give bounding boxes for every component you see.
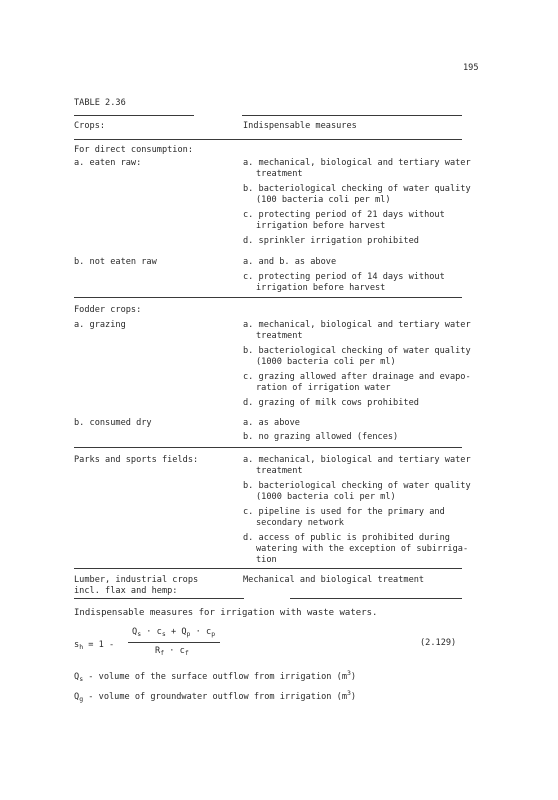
- measure-notraw-c-2: irrigation before harvest: [256, 283, 386, 293]
- formula-num-b: c: [156, 627, 162, 637]
- page-number: 195: [463, 63, 479, 73]
- definition-qs-sup: 3: [347, 669, 351, 677]
- formula-num-d: c: [206, 627, 212, 637]
- formula-num-dot2: ·: [195, 627, 201, 637]
- formula-num-c: Q: [181, 627, 187, 637]
- fraction-bar: [128, 642, 220, 643]
- measure-raw-c-1: c. protecting period of 21 days without: [243, 210, 445, 220]
- formula-den-a-sub: f: [160, 649, 165, 657]
- measure-raw-a-1: a. mechanical, biological and tertiary water: [243, 158, 471, 168]
- formula-eq: = 1 -: [88, 640, 115, 650]
- measure-parks-d-1: d. access of public is prohibited during: [243, 533, 450, 543]
- measure-dry-a: a. as above: [243, 418, 300, 428]
- formula-num-a-sub: s: [137, 630, 142, 638]
- definition-qs-close: ): [350, 672, 357, 682]
- formula-num-b-sub: s: [161, 630, 166, 638]
- measure-notraw-c-1: c. protecting period of 14 days without: [243, 272, 445, 282]
- definition-qg-text: - volume of groundwater outflow from irrigation (m: [88, 692, 347, 702]
- measure-raw-c-2: irrigation before harvest: [256, 221, 386, 231]
- formula-lhs-symbol: s: [74, 640, 80, 650]
- definition-qs-text: - volume of the surface outflow from irrigation (m: [88, 672, 347, 682]
- measure-grazing-c-2: ration of irrigation water: [256, 383, 391, 393]
- definition-qg: [74, 688, 356, 705]
- section-rule-2: [74, 447, 462, 448]
- crop-grazing: a. grazing: [74, 320, 126, 330]
- formula-den-dot: ·: [169, 646, 175, 656]
- table-top-rule-left: [74, 115, 194, 116]
- section-direct-title: For direct consumption:: [74, 145, 193, 155]
- definition-qs-sub: s: [79, 675, 84, 683]
- header-measures: Indispensable measures: [243, 121, 357, 131]
- formula-lhs: [74, 640, 114, 653]
- measure-parks-d-2: watering with the exception of subirriga-: [256, 544, 469, 554]
- formula-den-b-sub: f: [184, 649, 189, 657]
- measure-raw-a-2: treatment: [256, 169, 303, 179]
- definition-qs: [74, 668, 356, 685]
- table-caption: Indispensable measures for irrigation with waste waters.: [74, 608, 378, 618]
- measure-grazing-b-2: (1000 bacteria coli per ml): [256, 357, 396, 367]
- measure-dry-b: b. no grazing allowed (fences): [243, 432, 399, 442]
- measure-parks-c-2: secondary network: [256, 518, 344, 528]
- table-top-rule-right: [242, 115, 462, 116]
- definition-qg-sub: g: [79, 695, 84, 703]
- formula-num-plus: +: [170, 627, 177, 637]
- crop-consumed-dry: b. consumed dry: [74, 418, 152, 428]
- section-lumber-title-2: incl. flax and hemp:: [74, 586, 178, 596]
- header-crops: Crops:: [74, 121, 106, 131]
- measure-parks-c-1: c. pipeline is used for the primary and: [243, 507, 445, 517]
- formula-num-a: Q: [132, 627, 138, 637]
- equation-number: (2.129): [420, 638, 457, 648]
- definition-qs-symbol: Q: [74, 672, 80, 682]
- formula-num-c-sub: p: [186, 630, 191, 638]
- measure-lumber: Mechanical and biological treatment: [243, 575, 425, 585]
- section-lumber-title-1: Lumber, industrial crops: [74, 575, 199, 585]
- table-label: TABLE 2.36: [74, 98, 126, 108]
- section-rule-3: [74, 568, 462, 569]
- crop-not-eaten-raw: b. not eaten raw: [74, 257, 157, 267]
- definition-qg-close: ): [350, 692, 357, 702]
- formula-numerator: [132, 627, 215, 640]
- measure-grazing-a-2: treatment: [256, 331, 303, 341]
- measure-grazing-a-1: a. mechanical, biological and tertiary water: [243, 320, 471, 330]
- measure-parks-a-1: a. mechanical, biological and tertiary water: [243, 455, 471, 465]
- section-fodder-title: Fodder crops:: [74, 305, 142, 315]
- table-bottom-rule-left: [74, 598, 244, 599]
- measure-grazing-c-1: c. grazing allowed after drainage and evapo-: [243, 372, 471, 382]
- section-rule-1: [74, 297, 462, 298]
- formula-den-a: R: [155, 646, 161, 656]
- measure-grazing-b-1: b. bacteriological checking of water quality: [243, 346, 471, 356]
- measure-parks-a-2: treatment: [256, 466, 303, 476]
- formula-num-d-sub: p: [211, 630, 216, 638]
- measure-raw-b-1: b. bacteriological checking of water quality: [243, 184, 471, 194]
- section-parks-title: Parks and sports fields:: [74, 455, 199, 465]
- formula-den-b: c: [179, 646, 185, 656]
- definition-qg-sup: 3: [347, 689, 351, 697]
- measure-notraw-a: a. and b. as above: [243, 257, 337, 267]
- measure-parks-d-3: tion: [256, 555, 277, 565]
- measure-grazing-d: d. grazing of milk cows prohibited: [243, 398, 419, 408]
- formula-denominator: [155, 646, 189, 659]
- crop-eaten-raw: a. eaten raw:: [74, 158, 142, 168]
- measure-parks-b-1: b. bacteriological checking of water quality: [243, 481, 471, 491]
- definition-qg-symbol: Q: [74, 692, 80, 702]
- formula-lhs-sub: h: [79, 643, 84, 651]
- table-bottom-rule-right: [290, 598, 462, 599]
- measure-raw-b-2: (100 bacteria coli per ml): [256, 195, 391, 205]
- header-rule: [74, 139, 462, 140]
- measure-parks-b-2: (1000 bacteria coli per ml): [256, 492, 396, 502]
- measure-raw-d: d. sprinkler irrigation prohibited: [243, 236, 419, 246]
- formula-num-dot1: ·: [146, 627, 152, 637]
